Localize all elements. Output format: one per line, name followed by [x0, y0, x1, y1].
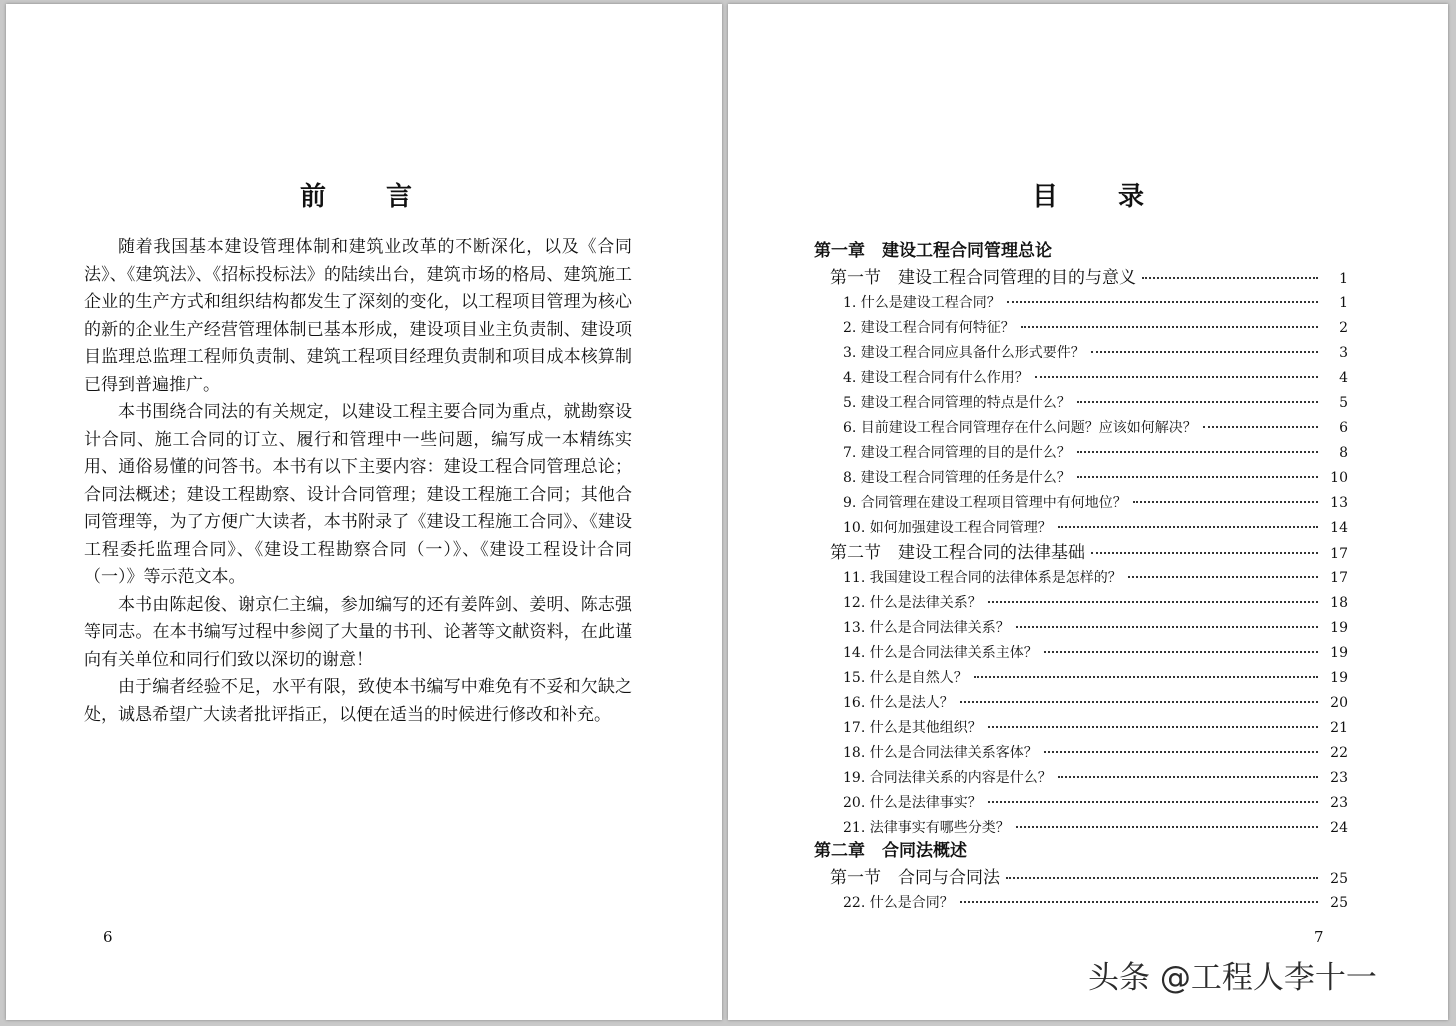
toc-item — [808, 711, 1348, 736]
toc-item — [808, 786, 1348, 811]
dot-leader — [1007, 301, 1318, 303]
toc-section — [808, 536, 1348, 561]
toc-item — [808, 636, 1348, 661]
dot-leader — [1021, 326, 1318, 328]
toc-item — [808, 336, 1348, 361]
toc-item — [808, 886, 1348, 911]
preface-title: 前 言 — [299, 182, 413, 212]
toc-page-number: 4 — [1339, 370, 1348, 386]
dot-leader — [1077, 476, 1318, 478]
toc-page-number: 13 — [1330, 495, 1348, 511]
dot-leader — [1077, 401, 1318, 403]
toc-entry-title: 18. 什么是合同法律关系客体？ — [843, 745, 1038, 761]
toc-section — [808, 261, 1348, 286]
toc-chapter-title: 第二章 合同法概述 — [814, 841, 967, 861]
dot-leader — [974, 676, 1318, 678]
toc-chapter — [808, 236, 1348, 261]
dot-leader — [1091, 351, 1318, 353]
toc-page-number: 2 — [1339, 320, 1348, 336]
toc-entry-title: 2. 建设工程合同有何特征？ — [843, 320, 1015, 336]
dot-leader — [1058, 526, 1318, 528]
toc-entry-title: 第一节 合同与合同法 — [830, 868, 1000, 888]
toc-page-number: 19 — [1330, 670, 1348, 686]
toc-page-number: 8 — [1339, 445, 1348, 461]
toc-entry-title: 22. 什么是合同？ — [843, 895, 954, 911]
toc-entry-title: 17. 什么是其他组织？ — [843, 720, 982, 736]
toc-entry-title: 10. 如何加强建设工程合同管理？ — [843, 520, 1052, 536]
preface-paragraph: 本书由陈起俊、谢京仁主编，参加编写的还有姜阵剑、姜明、陈志强等同志。在本书编写过程中参阅了大量的书刊、论著等文献资料，在此谨向有关单位和同行们致以深切的谢意！ — [84, 594, 632, 670]
toc-entry-title: 7. 建设工程合同管理的目的是什么？ — [843, 445, 1071, 461]
toc-chapter — [808, 836, 1348, 861]
dot-leader — [1044, 651, 1318, 653]
dot-leader — [1142, 277, 1318, 279]
toc-entry-title: 9. 合同管理在建设工程项目管理中有何地位？ — [843, 495, 1127, 511]
toc-page-number: 6 — [1339, 420, 1348, 436]
preface-paragraph: 随着我国基本建设管理体制和建筑业改革的不断深化，以及《合同法》、《建筑法》、《招标投标法》的陆续出台，建筑市场的格局、建筑施工企业的生产方式和组织结构都发生了深刻的变化，以工程项目管理为核心的新的企业生产经营管理体制已基本形成，建设项目业主负责制、建设项目监理总监理工程师负责制、建筑工程项目经理负责制和项目成本核算制已得到普遍推广。 — [84, 237, 632, 395]
right-page — [728, 4, 1448, 1020]
toc-entry-title: 19. 合同法律关系的内容是什么？ — [843, 770, 1052, 786]
toc-item — [808, 436, 1348, 461]
toc-page-number: 17 — [1330, 546, 1348, 562]
toc-item — [808, 686, 1348, 711]
toc-page-number: 22 — [1330, 745, 1348, 761]
toc-page-number: 19 — [1330, 645, 1348, 661]
toc-page-number: 1 — [1339, 295, 1348, 311]
toc-entry-title: 15. 什么是自然人？ — [843, 670, 968, 686]
toc-item — [808, 486, 1348, 511]
toc-page-number: 10 — [1330, 470, 1348, 486]
toc-page-number: 17 — [1330, 570, 1348, 586]
preface-paragraph: 本书围绕合同法的有关规定，以建设工程主要合同为重点，就勘察设计合同、施工合同的订立、履行和管理中一些问题，编写成一本精练实用、通俗易懂的问答书。本书有以下主要内容：建设工程合同管理总论；合同法概述；建设工程勘察、设计合同管理；建设工程施工合同；其他合同管理等，为了方便广大读者，本书附录了《建设工程施工合同》、《建设工程委托监理合同》、《建设工程勘察合同（一）》、《建设工程设计合同（一）》等示范文本。 — [84, 402, 632, 587]
toc-entry-title: 1. 什么是建设工程合同？ — [843, 295, 1001, 311]
dot-leader — [1044, 751, 1318, 753]
dot-leader — [1035, 376, 1318, 378]
watermark: 头条 @工程人李十一 — [1088, 960, 1377, 996]
toc-page-number: 20 — [1330, 695, 1348, 711]
table-of-contents — [808, 236, 1348, 911]
preface-paragraph: 由于编者经验不足，水平有限，致使本书编写中难免有不妥和欠缺之处，诚恳希望广大读者批评指正，以便在适当的时候进行修改和补充。 — [84, 677, 632, 725]
toc-item — [808, 361, 1348, 386]
toc-entry-title: 13. 什么是合同法律关系？ — [843, 620, 1010, 636]
toc-item — [808, 311, 1348, 336]
toc-item — [808, 286, 1348, 311]
dot-leader — [960, 901, 1318, 903]
toc-title: 目 录 — [1031, 182, 1145, 212]
toc-page-number: 19 — [1330, 620, 1348, 636]
toc-entry-title: 14. 什么是合同法律关系主体？ — [843, 645, 1038, 661]
toc-entry-title: 20. 什么是法律事实？ — [843, 795, 982, 811]
toc-item — [808, 811, 1348, 836]
toc-item — [808, 611, 1348, 636]
dot-leader — [1016, 626, 1318, 628]
toc-entry-title: 8. 建设工程合同管理的任务是什么？ — [843, 470, 1071, 486]
toc-entry-title: 11. 我国建设工程合同的法律体系是怎样的？ — [843, 570, 1122, 586]
toc-chapter-title: 第一章 建设工程合同管理总论 — [814, 241, 1052, 261]
toc-item — [808, 736, 1348, 761]
toc-page-number: 1 — [1339, 271, 1348, 287]
toc-entry-title: 第一节 建设工程合同管理的目的与意义 — [830, 268, 1136, 288]
dot-leader — [1128, 576, 1318, 578]
toc-entry-title: 4. 建设工程合同有什么作用？ — [843, 370, 1029, 386]
dot-leader — [1006, 877, 1318, 879]
toc-page-number: 3 — [1339, 345, 1348, 361]
preface-body — [84, 234, 632, 729]
dot-leader — [1058, 776, 1318, 778]
toc-entry-title: 第二节 建设工程合同的法律基础 — [830, 543, 1085, 563]
toc-item — [808, 561, 1348, 586]
toc-entry-title: 5. 建设工程合同管理的特点是什么？ — [843, 395, 1071, 411]
toc-item — [808, 386, 1348, 411]
toc-item — [808, 586, 1348, 611]
dot-leader — [1091, 552, 1318, 554]
toc-entry-title: 6. 目前建设工程合同管理存在什么问题？应该如何解决？ — [843, 420, 1197, 436]
toc-page-number: 18 — [1330, 595, 1348, 611]
dot-leader — [1077, 451, 1318, 453]
dot-leader — [988, 601, 1318, 603]
toc-page-number: 25 — [1330, 895, 1348, 911]
toc-item — [808, 511, 1348, 536]
page-number: 7 — [1314, 928, 1324, 946]
page-number: 6 — [103, 928, 113, 946]
dot-leader — [988, 726, 1318, 728]
dot-leader — [960, 701, 1318, 703]
dot-leader — [1133, 501, 1318, 503]
left-page — [6, 4, 722, 1020]
toc-item — [808, 411, 1348, 436]
toc-entry-title: 3. 建设工程合同应具备什么形式要件？ — [843, 345, 1085, 361]
toc-section — [808, 861, 1348, 886]
toc-page-number: 5 — [1339, 395, 1348, 411]
dot-leader — [1203, 426, 1318, 428]
dot-leader — [1016, 826, 1318, 828]
toc-entry-title: 12. 什么是法律关系？ — [843, 595, 982, 611]
toc-entry-title: 16. 什么是法人？ — [843, 695, 954, 711]
toc-page-number: 25 — [1330, 871, 1348, 887]
toc-page-number: 21 — [1330, 720, 1348, 736]
toc-page-number: 14 — [1330, 520, 1348, 536]
toc-page-number: 24 — [1330, 820, 1348, 836]
toc-item — [808, 661, 1348, 686]
dot-leader — [988, 801, 1318, 803]
toc-item — [808, 461, 1348, 486]
toc-page-number: 23 — [1330, 770, 1348, 786]
toc-page-number: 23 — [1330, 795, 1348, 811]
toc-entry-title: 21. 法律事实有哪些分类？ — [843, 820, 1010, 836]
toc-item — [808, 761, 1348, 786]
